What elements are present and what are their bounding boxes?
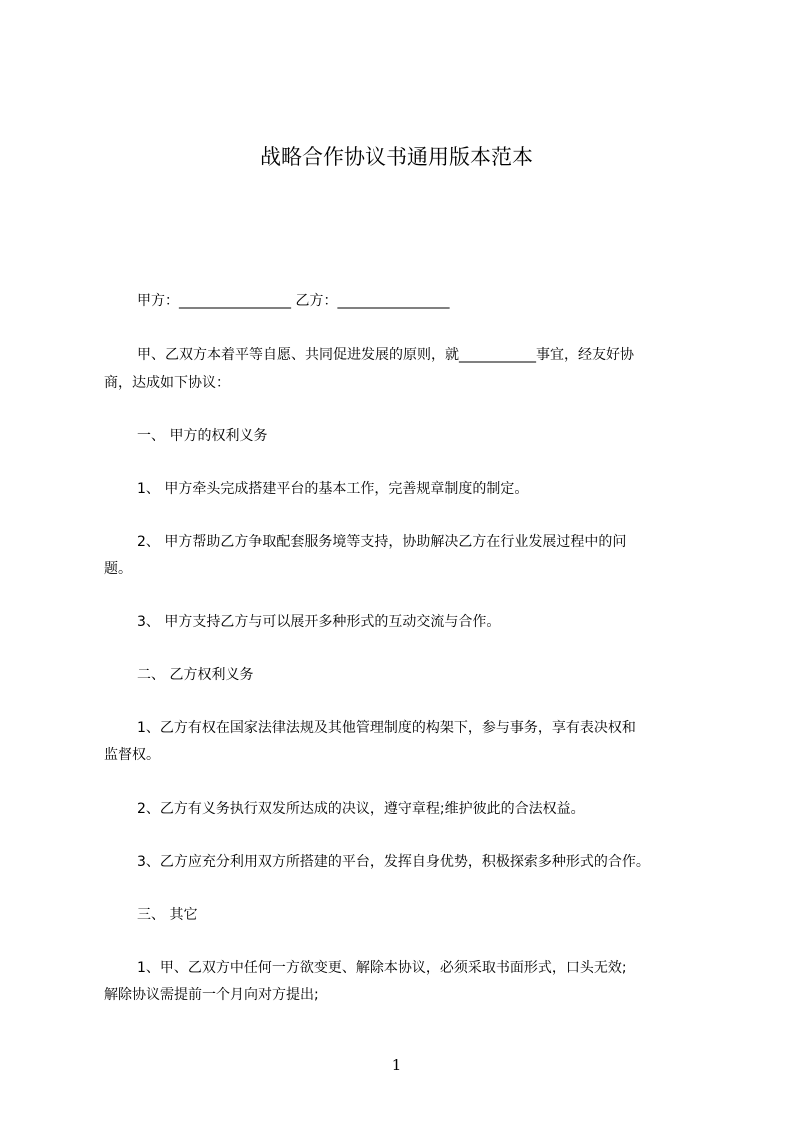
- parties-line: 甲方：________________ 乙方：________________: [137, 293, 450, 309]
- section-2-item-3: 3、乙方应充分利用双方所搭建的平台，发挥自身优势，积极探索多种形式的合作。: [137, 854, 650, 870]
- page-number: 1: [391, 1056, 402, 1074]
- section-3-item-1-line-2: 解除协议需提前一个月向对方提出;: [104, 987, 319, 1003]
- section-2-item-2: 2、乙方有义务执行双发所达成的决议，遵守章程;维护彼此的合法权益。: [137, 801, 585, 817]
- section-3-heading: 三、 其它: [137, 907, 198, 923]
- section-1-item-2-line-2: 题。: [104, 561, 132, 577]
- section-3-item-1-line-1: 1、甲、乙双方中任何一方欲变更、解除本协议，必须采取书面形式，口头无效;: [137, 960, 627, 976]
- section-1-item-1: 1、 甲方牵头完成搭建平台的基本工作，完善规章制度的制定。: [137, 481, 529, 497]
- section-2-item-1-line-2: 监督权。: [104, 747, 160, 763]
- section-1-item-2-line-1: 2、 甲方帮助乙方争取配套服务境等支持，协助解决乙方在行业发展过程中的问: [137, 534, 627, 550]
- section-2-heading: 二、 乙方权利义务: [137, 667, 254, 683]
- intro-line-1: 甲、乙双方本着平等自愿、共同促进发展的原则，就___________事宜，经友好协: [137, 347, 634, 363]
- intro-line-2: 商，达成如下协议：: [104, 375, 230, 391]
- section-2-item-1-line-1: 1、乙方有权在国家法律法规及其他管理制度的构架下，参与事务，享有表决权和: [137, 720, 636, 736]
- section-1-item-3: 3、 甲方支持乙方与可以展开多种形式的互动交流与合作。: [137, 614, 501, 630]
- section-1-heading: 一、 甲方的权利义务: [137, 428, 268, 444]
- document-title: 战略合作协议书通用版本范本: [260, 145, 533, 169]
